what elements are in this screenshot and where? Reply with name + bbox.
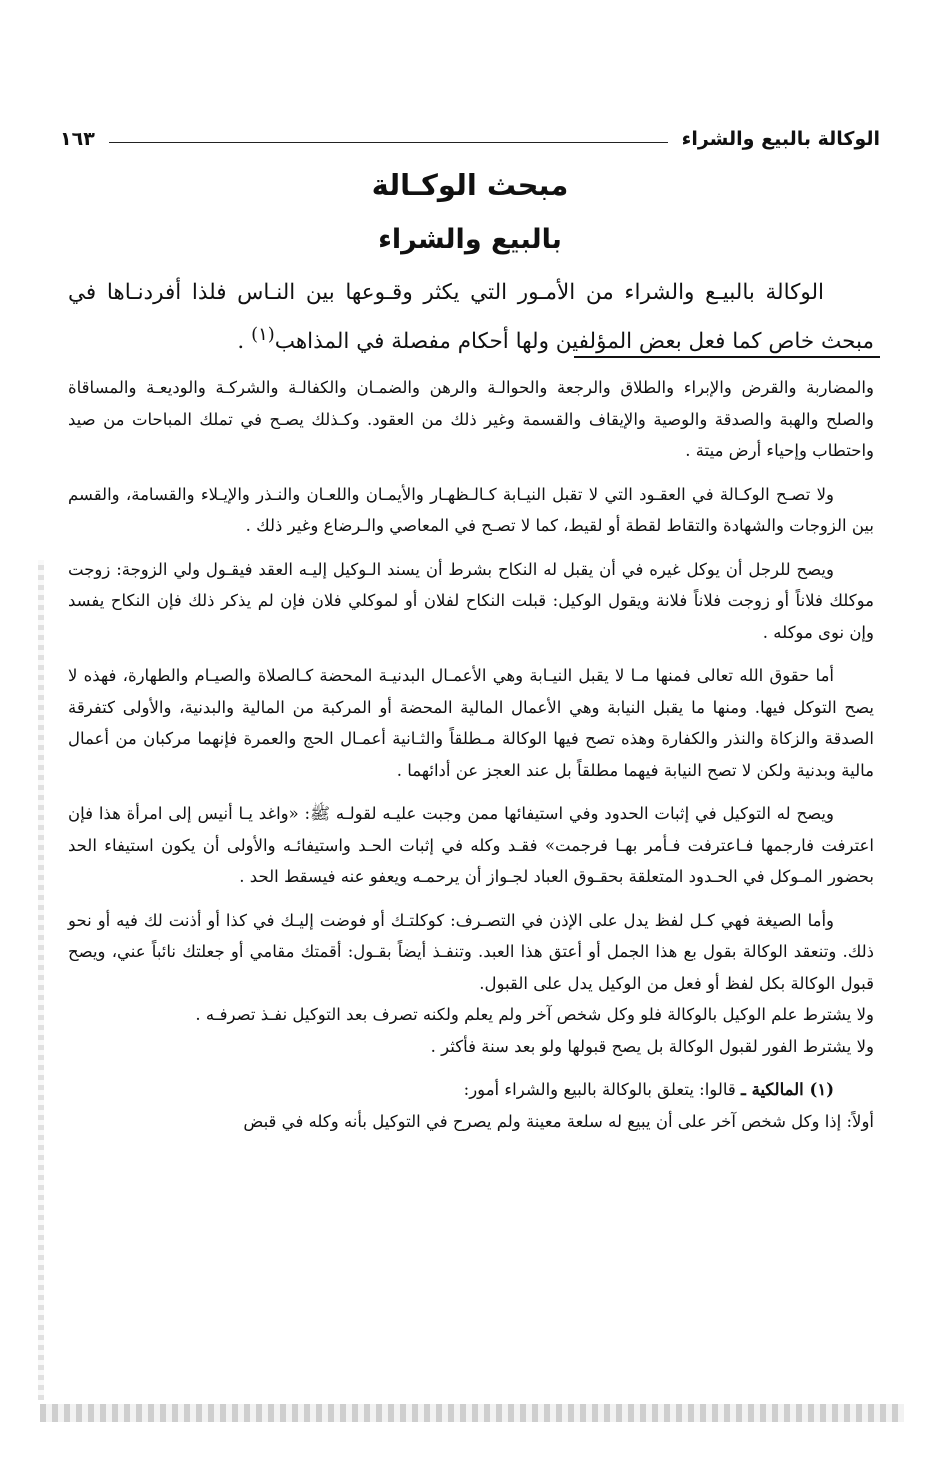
intro-end: . <box>237 329 252 355</box>
footnote-label: (١) المالكية ـ <box>741 1080 834 1099</box>
notes-paragraph-1: والمضاربة والقرض والإبراء والطلاق والرجعة والحوالـة والرهن والضمـان والكفالـة والشركـة والوديعـة والمساقاة والصلح والهبة والصدقة والوصية والإيقاف والقسمة وغير ذلك من العقود. وكـذلك يصـح في تملك المباحات من صيد واحتطاب وإحياء أرض ميتة . <box>68 378 874 460</box>
footnote-reference[interactable]: (١) <box>251 324 275 345</box>
notes-paragraph-6: وأما الصيغة فهي كـل لفظ يدل على الإذن في التصـرف: كوكلتـك أو فوضت إليـك في كذا أو أذنت لك فيه أو نحو ذلك. وتنعقد الوكالة بقول بع هذا الجمل أو أعتق هذا العبد. وتنفـذ أيضاً بقـول: أقمتك مقامي أو جعلتك نائباً عني، ويصح قبول الوكالة بكل لفظ أو فعل من الوكيل يدل على القبول. <box>68 910 874 993</box>
footnote-1 <box>68 1074 874 1106</box>
footnotes-block <box>68 372 874 1137</box>
footnote-separator <box>574 356 880 358</box>
header-rule <box>109 142 668 143</box>
chapter-title: مبحث الوكـالة <box>371 168 569 202</box>
running-title: الوكالة بالبيع والشراء <box>681 128 880 150</box>
page-number: ١٦٣ <box>60 128 95 150</box>
book-page <box>60 100 880 1400</box>
intro-paragraph <box>68 272 874 363</box>
notes-line-8: ولا يشترط الفور لقبول الوكالة بل يصح قبولها ولو بعد سنة فأكثر . <box>430 1036 874 1056</box>
footnote-text: قالوا: يتعلق بالوكالة بالبيع والشراء أمور: <box>463 1080 742 1099</box>
side-ornament <box>38 560 44 1400</box>
notes-line-7: ولا يشترط علم الوكيل بالوكالة فلو وكل شخص آخر ولم يعلم ولكنه تصرف بعد التوكيل نفـذ تصرفـه . <box>195 1005 874 1024</box>
notes-paragraph-3: ويصح للرجل أن يوكل غيره في أن يقبل له النكاح بشرط أن يسند الـوكيل إليـه العقد فيقـول ولي الزوجة: زوجت موكلك فلاناً أو زوجت فلاناً فلانة ويقول الوكيل: قبلت النكاح لفلان أو لموكلي فلان فإن لم يذكر ذلك فإن النكاح يفسد وإن نوى موكله . <box>68 559 874 642</box>
intro-text: الوكالة بالبيـع والشراء من الأمـور التي يكثر وقـوعها بين النـاس فلذا أفردنـاها في مبحث خاص كما فعل بعض المؤلفين ولها أحكام مفصلة في المذاهب <box>68 280 874 355</box>
bottom-ornament-border <box>40 1404 904 1422</box>
notes-paragraph-5: ويصح له التوكيل في إثبات الحدود وفي استيفائها ممن وجبت عليـه لقولـه ﷺ: «واغد يـا أنيس إلى امرأة هذا فإن اعترفت فارجمها فـاعترفت فـأمر بهـا فرجمت» فقـد وكله في إثبات الحـد واستيفائـه والأولى أن يكون استيفاء الحد بحضور المـوكل في الحـدود المتعلقة بحقـوق العباد لجـواز أن يرحمـه ويعفو عنه فيسقط الحد . <box>68 804 874 886</box>
notes-paragraph-4: أما حقوق الله تعالى فمنها مـا لا يقبل النيـابة وهي الأعمـال البدنيـة المحضة كـالصلاة والصيـام والطهارة، فهذه لا يصح التوكل فيها. ومنها ما يقبل النيابة وهي الأعمال المالية المحضة أو المركبة من المالية والبدنية، والأولى كتفرقة الصدقة والزكاة والنذر والكفارة وهذه تصح فيها الوكالة مـطلقاً والثـانية أعمـال الحج والعمرة فإنهما مركبان من أعمال مالية وبدنية ولكن لا تصح النيابة فيهما مطلقاً بل عند العجز عن أدائهما . <box>68 666 874 780</box>
chapter-subtitle: بالبيع والشراء <box>378 224 562 255</box>
notes-paragraph-2: ولا تصـح الوكـالة في العقـود التي لا تقبل النيـابة كـالـظهـار والأيمـان واللعـان والنـذر والإيـلاء والقسامة، والقسم بين الزوجات والشهادة والتقاط لقطة أو لقيط، كما لا تصـح في المعاصي والـرضاع وغير ذلك . <box>68 484 874 535</box>
footnote-continuation: أولاً: إذا وكل شخص آخر على أن يبيع له سلعة معينة ولم يصرح في التوكيل بأنه وكله في قبض <box>243 1111 874 1131</box>
running-header <box>60 122 880 156</box>
